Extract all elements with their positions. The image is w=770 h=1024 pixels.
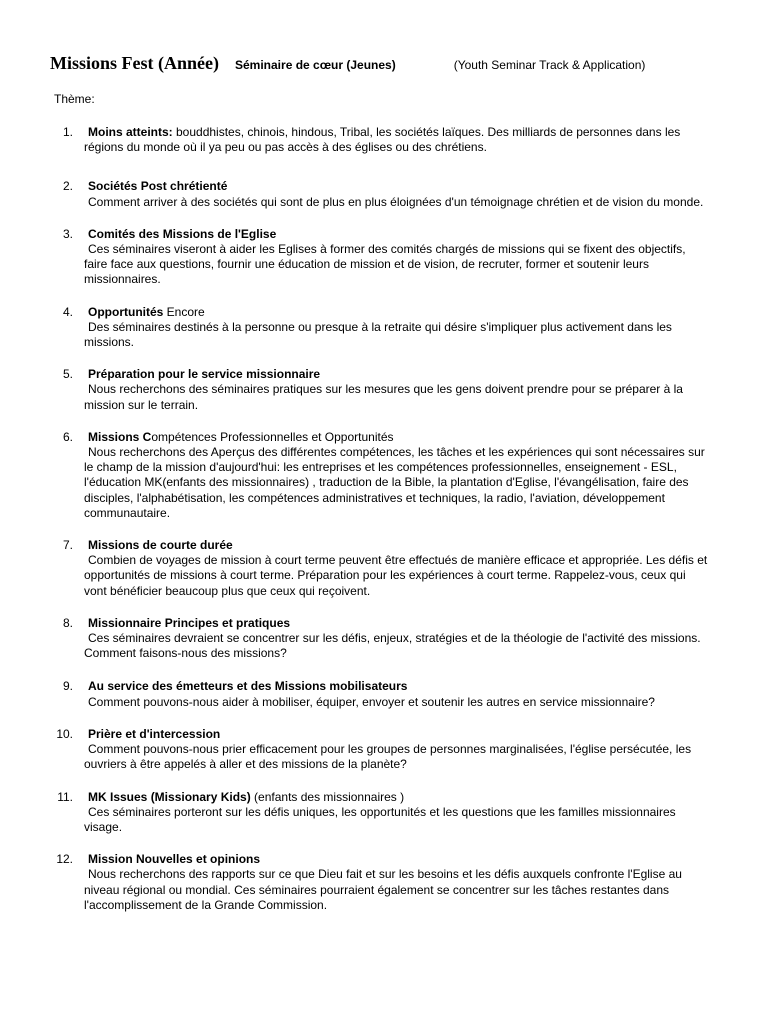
item-heading	[84, 790, 404, 804]
list-item	[0, 125, 770, 155]
list-item	[0, 852, 770, 913]
item-heading	[84, 125, 680, 154]
item-body	[84, 125, 710, 155]
item-title: Mission Nouvelles et opinions	[88, 852, 261, 867]
list-item	[0, 538, 770, 599]
item-body	[84, 727, 710, 773]
item-heading	[84, 538, 233, 552]
list-item	[0, 367, 770, 413]
item-number: 12.	[56, 852, 73, 867]
item-body	[84, 852, 710, 913]
item-number: 3.	[62, 226, 73, 241]
item-body	[84, 430, 710, 521]
seminar-topic-list	[0, 125, 770, 913]
item-title: Prière et d'intercession	[88, 726, 221, 741]
item-heading	[84, 227, 276, 241]
item-title-rest: Encore	[163, 304, 205, 319]
item-number: 10.	[56, 726, 73, 741]
document-english-subtitle: (Youth Seminar Track & Application)	[453, 58, 646, 72]
item-heading	[84, 305, 205, 319]
item-body	[84, 538, 710, 599]
item-number: 7.	[62, 538, 73, 553]
item-body	[84, 790, 710, 836]
item-title: Missions de courte durée	[88, 538, 233, 553]
list-item	[0, 430, 770, 521]
item-heading	[84, 179, 227, 193]
item-body	[84, 367, 710, 413]
document-title: Missions Fest (Année)	[50, 53, 219, 73]
item-number: 5.	[62, 367, 73, 382]
list-item	[0, 616, 770, 662]
item-title: Sociétés Post chrétienté	[88, 179, 228, 194]
item-heading	[84, 679, 407, 693]
list-item	[0, 227, 770, 288]
item-body	[84, 179, 710, 209]
item-title: Opportunités	[88, 304, 164, 319]
item-title-rest: ompétences Professionnelles et Opportunités	[151, 429, 394, 444]
item-number: 11.	[57, 789, 73, 804]
item-title-rest: bouddhistes, chinois, hindous, Tribal, les sociétés laïques. Des milliards de personnes dans les régions du monde où il ya peu ou pas accès à des églises ou des chrétiens.	[84, 125, 681, 155]
list-item	[0, 679, 770, 709]
item-heading	[84, 616, 290, 630]
item-description: Comment pouvons-nous aider à mobiliser, équiper, envoyer et soutenir les autres en service missionnaire?	[88, 694, 655, 709]
document-header	[50, 53, 750, 74]
item-heading	[84, 430, 394, 444]
item-title: Moins atteints:	[88, 125, 173, 139]
item-title: Au service des émetteurs et des Missions mobilisateurs	[88, 679, 408, 694]
item-description: Ces séminaires porteront sur les défis uniques, les opportunités et les questions que les familles missionnaires visage.	[84, 804, 676, 834]
item-number: 6.	[62, 429, 73, 444]
item-body	[84, 616, 710, 662]
item-heading	[84, 852, 260, 866]
item-title: Préparation pour le service missionnaire	[88, 367, 321, 382]
item-number: 8.	[62, 615, 73, 630]
list-item	[0, 790, 770, 836]
item-description: Comment pouvons-nous prier efficacement pour les groupes de personnes marginalisées, l'église persécutée, les ouvriers à être appelés à aller et des missions de la planète?	[84, 742, 692, 772]
item-body	[84, 227, 710, 288]
item-description: Des séminaires destinés à la personne ou presque à la retraite qui désire s'impliquer plus activement dans les missions.	[84, 319, 672, 350]
item-description: Nous recherchons des séminaires pratiques sur les mesures que les gens doivent prendre pour se préparer à la mission sur le terrain.	[84, 382, 683, 412]
item-description: Combien de voyages de mission à court terme peuvent être effectués de manière efficace et appropriée. Les défis et opportunités de missions à court terme. Préparation pour les expériences à court terme. Rappelez-vous, ceux qui vont bénéficier beaucoup plus que ceux qui reçoivent.	[84, 553, 708, 598]
item-number: 2.	[62, 179, 73, 194]
item-description: Nous recherchons des rapports sur ce que Dieu fait et sur les besoins et les défis auxquels confronte l'Eglise au niveau régional ou mondial. Ces séminaires pourraient également se concentrer sur les tâches restantes dans l'accomplissement de la Grande Commission.	[84, 867, 682, 912]
item-number: 9.	[62, 679, 73, 694]
item-title: Comités des Missions de l'Eglise	[88, 226, 277, 241]
item-heading	[84, 367, 320, 381]
document-subtitle: Séminaire de cœur (Jeunes)	[235, 58, 396, 72]
item-number: 4.	[62, 304, 73, 319]
list-item	[0, 179, 770, 209]
item-description: Ces séminaires devraient se concentrer sur les défis, enjeux, stratégies et de la théologie de l'activité des missions. Comment faisons-nous des missions?	[84, 631, 701, 661]
item-heading	[84, 727, 220, 741]
item-title: Missionnaire Principes et pratiques	[88, 615, 291, 630]
item-body	[84, 679, 710, 709]
item-number: 1.	[62, 125, 73, 139]
item-description: Comment arriver à des sociétés qui sont de plus en plus éloignées d'un témoignage chrétien et de vision du monde.	[88, 194, 704, 209]
item-description: Ces séminaires viseront à aider les Eglises à former des comités chargés de missions qui se fixent des objectifs, faire face aux questions, fournir une éducation de mission et de vision, de recruter, former et soutenir leurs missionnaires.	[84, 242, 686, 287]
list-item	[0, 305, 770, 351]
theme-label: Thème:	[54, 92, 95, 106]
item-description: Nous recherchons des Aperçus des différentes compétences, les tâches et les expériences qui sont nécessaires sur le champ de la mission d'aujourd'hui: les entreprises et les compétences professionnelles, enseignement - ESL, l'éducation MK(enfants des missionnaires) , traduction de la Bible, la plantation d'Eglise, l'évangélisation, faire des disciples, l'alphabétisation, les compétences administratives et techniques, la radio, l'aviation, développement communautaire.	[84, 445, 705, 520]
item-title: MK Issues (Missionary Kids)	[88, 789, 251, 804]
item-title: Missions C	[88, 429, 152, 444]
item-title-rest: (enfants des missionnaires )	[250, 789, 405, 804]
item-body	[84, 305, 710, 351]
list-item	[0, 727, 770, 773]
